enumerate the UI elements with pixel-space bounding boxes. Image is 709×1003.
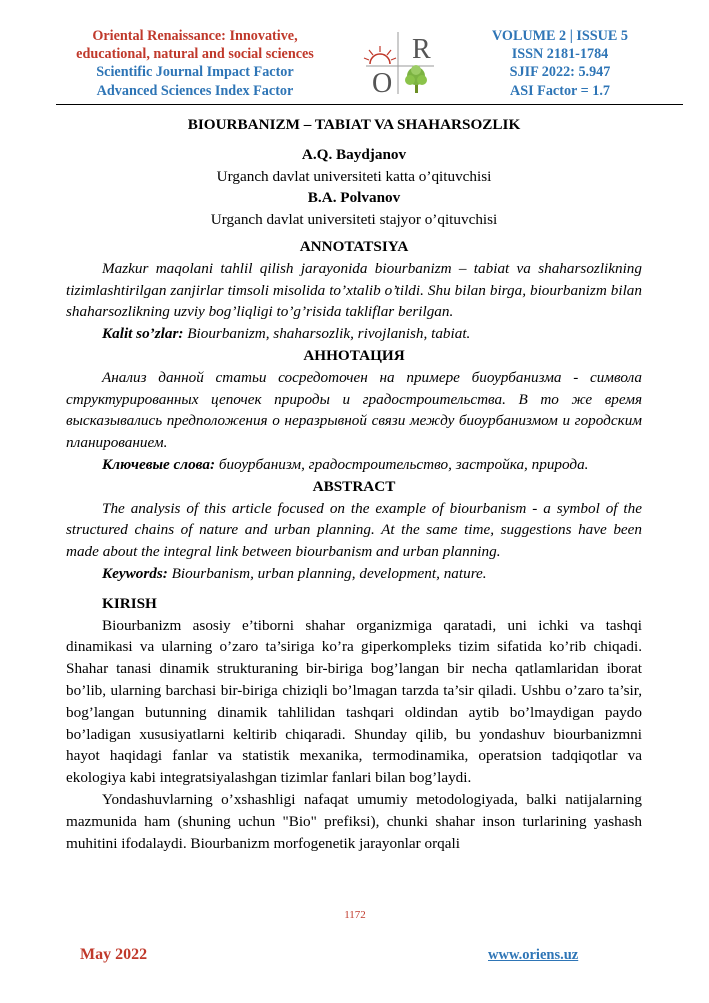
abstract-heading: ANNOTATSIYA bbox=[299, 237, 409, 255]
logo-letter-o: O bbox=[372, 68, 393, 96]
abstract-text: Mazkur maqolani tahlil qilish jarayonida biourbanizm – tabiat va shaharsozlikning tizimlashtirilgan zanjirlar timsoli misolida to’xtalib o’tildi. Shu bilan birga, biourbanizm bilan shaharsozlikning uzviy bog’liqligi to’g’risida takliflar berilgan. bbox=[66, 259, 642, 321]
issue-date: May 2022 bbox=[80, 946, 148, 963]
asi-factor: ASI Factor = 1.7 bbox=[509, 82, 611, 99]
website-link[interactable]: www.oriens.uz bbox=[488, 947, 579, 963]
article-body bbox=[66, 114, 642, 854]
page-number: 1172 bbox=[344, 909, 366, 921]
body-paragraph: Biourbanizm asosiy e’tiborni shahar organizmiga qaratadi, uni ichki va tashqi dinamikasi va ularning o’zaro ta’siriga ko’ra giperkompleks tizim sifatida ko’rib chiqadi. Shahar tanasi dinamik strukturaning bir-biriga bog’langan bir necha qatlamlaridan iborat bo’lib, ularning barchasi bir-biriga chiziqli bo’lmagan tarzda ta’sir qiladi. Ushbu o’zaro ta’sir, bog’langan butunning dinamik tahlilidan tashqari oldindan aytib bo’lmaydigan paydo bo’ladigan xususiyatlarni keltirib chiqaradi. Shunday qilib, bu yondashuv biourbanizmni hayot haqidagi fanlar va statistik mexanika, termodinamika, operatsion tadqiqotlar va ekologiya kabi integratsiyalashgan tizimlar fanlari bilan bog’laydi. bbox=[66, 616, 642, 787]
author-affiliation: Urganch davlat universiteti stajyor o’qituvchisi bbox=[210, 211, 498, 229]
tree-icon bbox=[405, 65, 427, 93]
journal-name-line-2: educational, natural and social sciences bbox=[76, 46, 314, 63]
volume-issue: VOLUME 2 | ISSUE 5 bbox=[491, 28, 629, 44]
abstract-ru bbox=[66, 345, 642, 476]
keywords-label: Kalit so’zlar: bbox=[102, 325, 184, 343]
journal-name-line-1: Oriental Renaissance: Innovative, bbox=[92, 28, 298, 44]
keywords-text: Biourbanizm, shaharsozlik, rivojlanish, tabiat. bbox=[183, 325, 471, 343]
abstract-text: The analysis of this article focused on the example of biourbanism - a symbol of the structured chains of nature and urban planning. At the same time, suggestions have been made about the integral link between biourbanism and urban planning. bbox=[66, 499, 642, 561]
keywords-label: Ключевые слова: bbox=[102, 455, 216, 473]
abstract-uz bbox=[66, 236, 642, 345]
issn: ISSN 2181-1784 bbox=[511, 46, 609, 63]
keywords-label: Keywords: bbox=[102, 564, 168, 582]
header-rule bbox=[56, 104, 683, 105]
keywords bbox=[66, 323, 642, 345]
article-title: BIOURBANIZM – TABIAT VA SHAHARSOZLIK bbox=[187, 116, 521, 133]
author-name: B.A. Polvanov bbox=[307, 189, 401, 207]
issue-info-block bbox=[470, 27, 650, 100]
impact-factor-line: Scientific Journal Impact Factor bbox=[96, 64, 294, 81]
keywords bbox=[66, 563, 642, 585]
body-paragraph: Yondashuvlarning o’xshashligi nafaqat umumiy metodologiyada, balki natijalarning mazmunida ham (shuning uchun "Bio" prefiksi), chunki shahar inson turlarining yashash muhitini ifodalaydi. Biourbanizm morfogenetik jarayonlar orqali bbox=[66, 790, 642, 852]
section-heading: KIRISH bbox=[102, 594, 157, 612]
author-affiliation: Urganch davlat universiteti katta o’qituvchisi bbox=[216, 167, 492, 185]
sjif: SJIF 2022: 5.947 bbox=[509, 64, 611, 81]
abstract-text: Анализ данной статьи сосредоточен на примере биоурбанизма - символа структурированных цепочек природы и градостроительства. В то же время высказывались предположения о неразрывной связи между биоурбанизмом и городским планированием. bbox=[66, 368, 642, 452]
keywords-text: биоурбанизм, градостроительство, застройка, природа. bbox=[215, 455, 589, 473]
keywords bbox=[66, 454, 642, 476]
journal-logo bbox=[362, 28, 438, 96]
sunburst-icon bbox=[364, 46, 396, 64]
logo-letter-r: R bbox=[412, 34, 431, 65]
abstract-en bbox=[66, 476, 642, 585]
abstract-heading: АННОТАЦИЯ bbox=[303, 346, 405, 364]
asi-factor-line: Advanced Sciences Index Factor bbox=[96, 82, 294, 99]
journal-name-block bbox=[54, 27, 336, 100]
keywords-text: Biourbanism, urban planning, development, nature. bbox=[167, 564, 487, 582]
abstract-heading: ABSTRACT bbox=[312, 477, 396, 495]
author-name: A.Q. Baydjanov bbox=[301, 145, 407, 163]
